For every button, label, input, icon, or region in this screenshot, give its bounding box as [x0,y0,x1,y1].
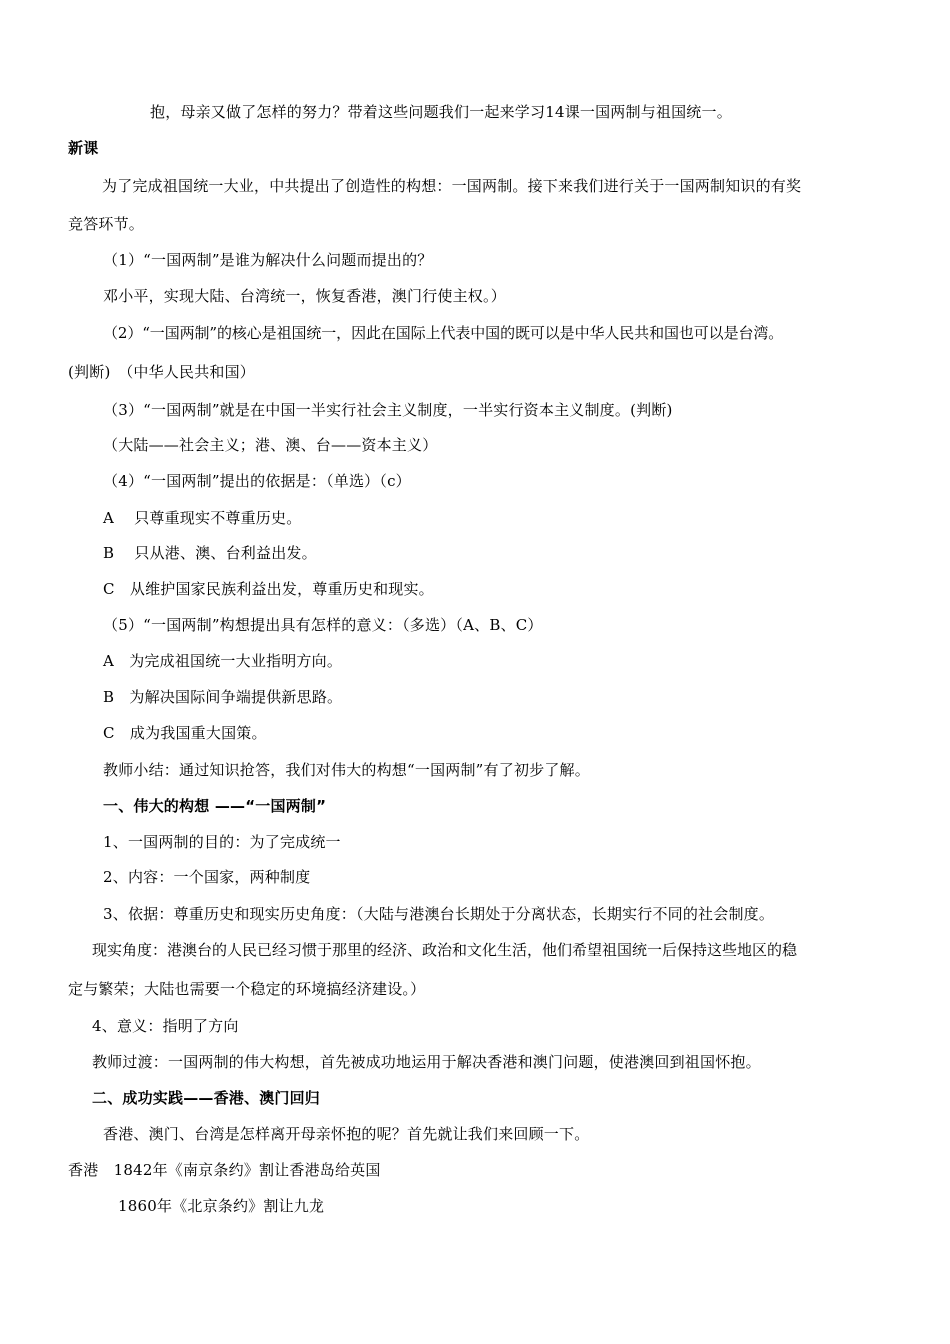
paragraph-line: 竞答环节。 [68,215,145,233]
history-entry: 1860年《北京条约》割让九龙 [118,1197,325,1215]
teacher-transition: 教师过渡：一国两制的伟大构想，首先被成功地运用于解决香港和澳门问题，使港澳回到祖国怀抱。 [92,1053,761,1071]
option-a: A 为完成祖国统一大业指明方向。 [103,652,343,670]
paragraph-line: 定与繁荣；大陆也需要一个稳定的环境搞经济建设。） [68,980,426,998]
option-b: B 为解决国际间争端提供新思路。 [103,688,343,706]
option-b: B 只从港、澳、台利益出发。 [103,544,317,562]
list-item: 4、意义：指明了方向 [92,1017,239,1035]
question-4: （4）“一国两制”提出的依据是：（单选）（c） [103,472,411,490]
section-heading-new-lesson: 新课 [68,139,99,157]
option-c: C 从维护国家民族利益出发，尊重历史和现实。 [103,580,434,598]
paragraph-line: 为了完成祖国统一大业，中共提出了创造性的构想：一国两制。接下来我们进行关于一国两制知识的有奖 [102,177,802,195]
paragraph-line: 现实角度：港澳台的人民已经习惯于那里的经济、政治和文化生活，他们希望祖国统一后保持这些地区的稳 [92,941,798,959]
question-2: （2）“一国两制”的核心是祖国统一，因此在国际上代表中国的既可以是中华人民共和国也可以是台湾。 [103,324,784,342]
teacher-summary: 教师小结：通过知识抢答，我们对伟大的构想“一国两制”有了初步了解。 [103,761,590,779]
list-item: 2、内容：一个国家，两种制度 [103,868,311,886]
question-5: （5）“一国两制”构想提出具有怎样的意义：（多选）（A、B、C） [103,616,543,634]
section-heading-2: 二、成功实践——香港、澳门回归 [92,1089,321,1107]
answer-1: 邓小平，实现大陆、台湾统一，恢复香港，澳门行使主权。） [103,287,506,305]
list-item: 1、一国两制的目的：为了完成统一 [103,833,341,851]
question-3: （3）“一国两制”就是在中国一半实行社会主义制度，一半实行资本主义制度。(判断) [103,401,673,419]
option-c: C 成为我国重大国策。 [103,724,267,742]
question-1: （1）“一国两制”是谁为解决什么问题而提出的？ [103,251,433,269]
history-entry: 香港 1842年《南京条约》割让香港岛给英国 [68,1161,381,1179]
paragraph-line: 香港、澳门、台湾是怎样离开母亲怀抱的呢？首先就让我们来回顾一下。 [103,1125,590,1143]
list-item: 3、依据：尊重历史和现实历史角度：（大陆与港澳台长期处于分离状态，长期实行不同的社会制度。 [103,905,775,923]
option-a: A 只尊重现实不尊重历史。 [103,509,302,527]
answer-3: （大陆——社会主义；港、澳、台——资本主义） [103,436,438,454]
answer-2: (判断) （中华人民共和国） [68,363,256,381]
intro-line: 抱，母亲又做了怎样的努力？带着这些问题我们一起来学习14课一国两制与祖国统一。 [150,103,732,121]
section-heading-1: 一、伟大的构想 ——“一国两制” [103,797,327,815]
